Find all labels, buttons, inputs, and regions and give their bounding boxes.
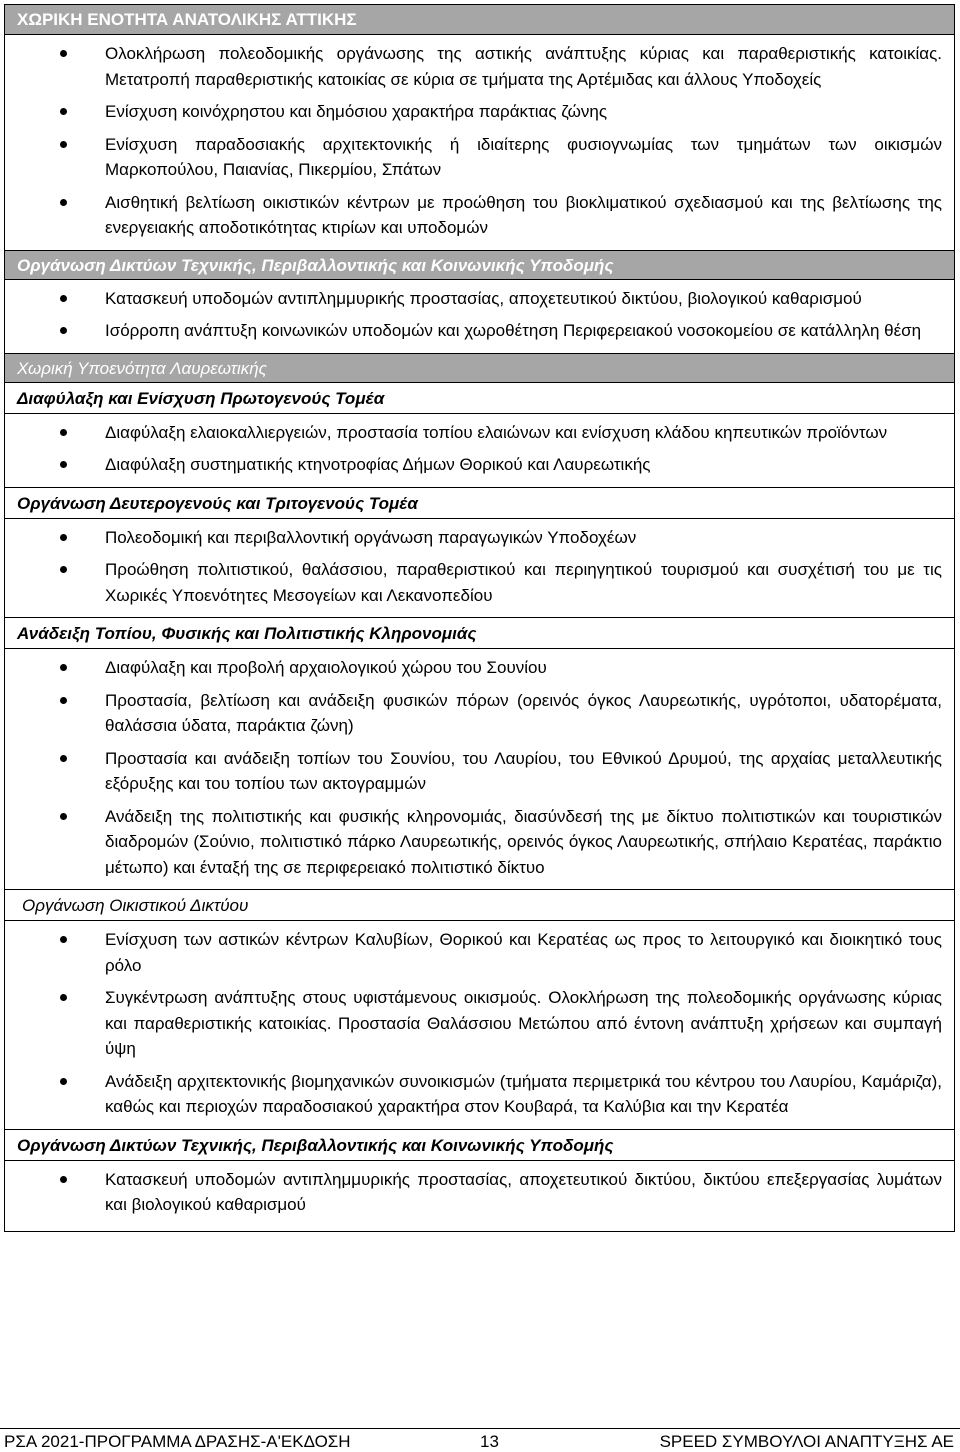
footer-document-title: ΡΣΑ 2021-ΠΡΟΓΡΑΜΜΑ ΔΡΑΣΗΣ-Α'ΕΚΔΟΣΗ xyxy=(4,1432,351,1451)
category-title: Οργάνωση Δευτερογενούς και Τριτογενούς Τομέα xyxy=(5,488,954,519)
list-item: Ολοκλήρωση πολεοδομικής οργάνωσης της αστικής ανάπτυξης κύριας και παραθεριστικής κατοικίας. Μετατροπή παραθεριστικής κατοικίας σε κύρια σε τμήματα της Αρτέμιδας και άλλους Υποδοχείς xyxy=(5,41,954,92)
list-item: Διαφύλαξη και προβολή αρχαιολογικού χώρου του Σουνίου xyxy=(5,655,954,681)
bullet-icon xyxy=(60,108,67,115)
bullet-icon xyxy=(60,327,67,334)
document-table xyxy=(4,4,955,1232)
bullet-list xyxy=(5,280,954,354)
list-item: Διαφύλαξη ελαιοκαλλιεργειών, προστασία τοπίου ελαιώνων και ενίσχυση κλάδου κηπευτικών προϊόντων xyxy=(5,420,954,446)
category-title: Οργάνωση Οικιστικού Δικτύου xyxy=(5,890,954,921)
bullet-list xyxy=(5,519,954,619)
list-item: Ανάδειξη αρχιτεκτονικής βιομηχανικών συνοικισμών (τμήματα περιμετρικά του κέντρου του Λαυρίου, Καμάριζα), καθώς και περιοχών παραδοσιακού χαρακτήρα στον Κουβαρά, τα Καλύβια και την Κερατέα xyxy=(5,1069,954,1120)
list-item: Συγκέντρωση ανάπτυξης στους υφιστάμενους οικισμούς. Ολοκλήρωση της πολεοδομικής οργάνωσης κύριας και παραθεριστικής κατοικίας. Προστασία Θαλάσσιου Μετώπου από έντονη ανάπτυξη χρήσεων και συμπαγή ύψη xyxy=(5,985,954,1062)
category-title: Ανάδειξη Τοπίου, Φυσικής και Πολιτιστικής Κληρονομιάς xyxy=(5,618,954,649)
bullet-icon xyxy=(60,813,67,820)
bullet-icon xyxy=(60,429,67,436)
bullet-icon xyxy=(60,141,67,148)
region-header: ΧΩΡΙΚΗ ΕΝΟΤΗΤΑ ΑΝΑΤΟΛΙΚΗΣ ΑΤΤΙΚΗΣ xyxy=(5,5,954,35)
page-footer xyxy=(0,1428,960,1451)
bullet-icon xyxy=(60,50,67,57)
page-number: 13 xyxy=(480,1432,499,1451)
category-title: Οργάνωση Δικτύων Τεχνικής, Περιβαλλοντικής και Κοινωνικής Υποδομής xyxy=(5,1130,954,1161)
bullet-list xyxy=(5,921,954,1130)
bullet-list xyxy=(5,414,954,488)
bullet-list xyxy=(5,35,954,251)
footer-company: SPEED ΣΥΜΒΟΥΛΟΙ ΑΝΑΠΤΥΞΗΣ ΑΕ xyxy=(659,1432,954,1451)
bullet-list xyxy=(5,649,954,890)
bullet-icon xyxy=(60,755,67,762)
list-item: Προστασία, βελτίωση και ανάδειξη φυσικών πόρων (ορεινός όγκος Λαυρεωτικής, υγρότοποι, υδατορέματα, θαλάσσια ύδατα, παράκτια ζώνη) xyxy=(5,688,954,739)
bullet-icon xyxy=(60,994,67,1001)
list-item: Κατασκευή υποδομών αντιπλημμυρικής προστασίας, αποχετευτικού δικτύου, δικτύου επεξεργασίας λυμάτων και βιολογικού καθαρισμού xyxy=(5,1167,954,1218)
list-item: Διαφύλαξη συστηματικής κτηνοτροφίας Δήμων Θορικού και Λαυρεωτικής xyxy=(5,452,954,478)
list-item: Κατασκευή υποδομών αντιπλημμυρικής προστασίας, αποχετευτικού δικτύου, βιολογικού καθαρισμού xyxy=(5,286,954,312)
list-item: Ενίσχυση παραδοσιακής αρχιτεκτονικής ή ιδιαίτερης φυσιογνωμίας των τμημάτων των οικισμών Μαρκοπούλου, Παιανίας, Πικερμίου, Σπάτων xyxy=(5,132,954,183)
list-item: Ισόρροπη ανάπτυξη κοινωνικών υποδομών και χωροθέτηση Περιφερειακού νοσοκομείου σε κατάλληλη θέση xyxy=(5,318,954,344)
list-item: Ενίσχυση κοινόχρηστου και δημόσιου χαρακτήρα παράκτιας ζώνης xyxy=(5,99,954,125)
bullet-icon xyxy=(60,664,67,671)
bullet-icon xyxy=(60,566,67,573)
bullet-icon xyxy=(60,1176,67,1183)
bullet-icon xyxy=(60,697,67,704)
bullet-icon xyxy=(60,461,67,468)
list-item: Αισθητική βελτίωση οικιστικών κέντρων με προώθηση του βιοκλιματικού σχεδιασμού και της βελτίωσης της ενεργειακής αποδοτικότητας κτιρίων και υποδομών xyxy=(5,190,954,241)
bullet-icon xyxy=(60,1078,67,1085)
bullet-icon xyxy=(60,534,67,541)
subunit-header: Χωρική Υποενότητα Λαυρεωτικής xyxy=(5,354,954,383)
category-title: Διαφύλαξη και Ενίσχυση Πρωτογενούς Τομέα xyxy=(5,383,954,414)
section-header: Οργάνωση Δικτύων Τεχνικής, Περιβαλλοντικής και Κοινωνικής Υποδομής xyxy=(5,251,954,280)
bullet-icon xyxy=(60,936,67,943)
list-item: Προώθηση πολιτιστικού, θαλάσσιου, παραθεριστικού και περιηγητικού τουρισμού και συσχέτισή του με τις Χωρικές Υποενότητες Μεσογείων και Λεκανοπεδίου xyxy=(5,557,954,608)
bullet-icon xyxy=(60,295,67,302)
list-item: Προστασία και ανάδειξη τοπίων του Σουνίου, του Λαυρίου, του Εθνικού Δρυμού, της αρχαίας μεταλλευτικής εξόρυξης και του τοπίου των ακτογραμμών xyxy=(5,746,954,797)
list-item: Ανάδειξη της πολιτιστικής και φυσικής κληρονομιάς, διασύνδεσή της με δίκτυο πολιτιστικών και τουριστικών διαδρομών (Σούνιο, πολιτιστικό πάρκο Λαυρεωτικής, ορεινός όγκος Λαυρεωτικής, σπήλαιο Κερατέας, παράκτιο μέτωπο) και ένταξή της σε περιφερειακό πολιτιστικό δίκτυο xyxy=(5,804,954,881)
bullet-list xyxy=(5,1161,954,1231)
list-item: Ενίσχυση των αστικών κέντρων Καλυβίων, Θορικού και Κερατέας ως προς το λειτουργικό και διοικητικό τους ρόλο xyxy=(5,927,954,978)
bullet-icon xyxy=(60,199,67,206)
list-item: Πολεοδομική και περιβαλλοντική οργάνωση παραγωγικών Υποδοχέων xyxy=(5,525,954,551)
